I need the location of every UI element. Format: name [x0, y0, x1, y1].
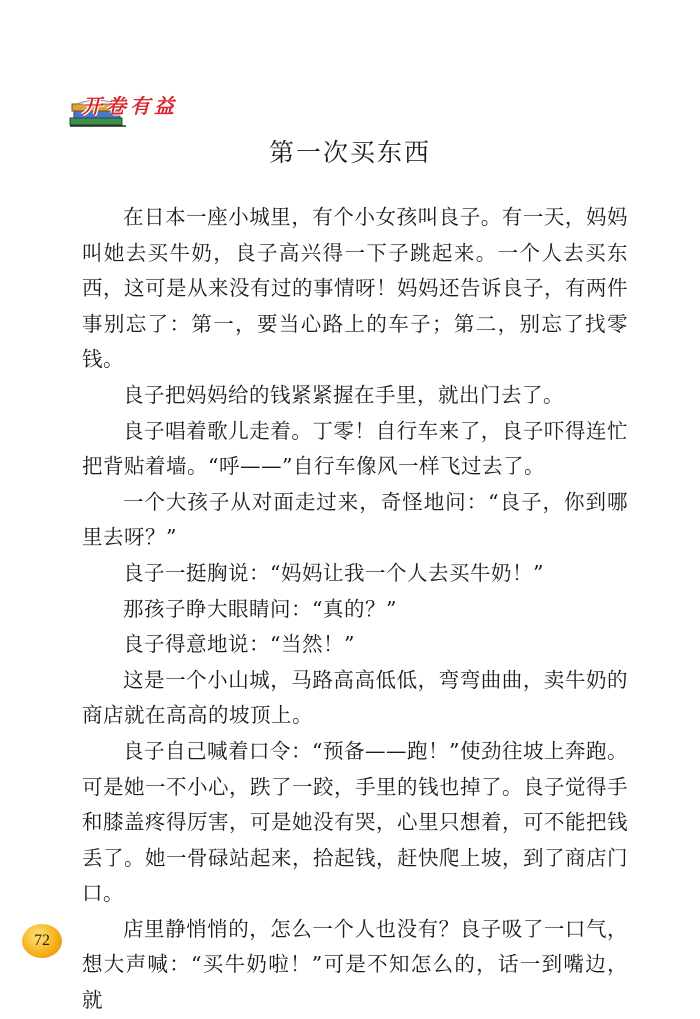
paragraph: 在日本一座小城里，有个小女孩叫良子。有一天，妈妈叫她去买牛奶，良子高兴得一下子跳起来。一个人去买东西，这可是从来没有过的事情呀！妈妈还告诉良子，有两件事别忘了：第一，要当心路上的车子；第二，别忘了找零钱。 — [82, 205, 628, 372]
paragraph: 这是一个小山城，马路高高低低，弯弯曲曲，卖牛奶的商店就在高高的坡顶上。 — [82, 667, 628, 728]
story-body — [82, 200, 628, 1019]
page-title: 第一次买东西 — [268, 138, 431, 167]
section-logo — [68, 90, 198, 138]
logo-text: 开卷有益 — [82, 94, 178, 118]
paragraph: 良子自己喊着口令：“预备——跑！”使劲往坡上奔跑。可是她一不小心，跌了一跤，手里的钱也掉了。良子觉得手和膝盖疼得厉害，可是她没有哭，心里只想着，可不能把钱丢了。她一骨碌站起来，拾起钱，赶快爬上坡，到了商店门口。 — [82, 738, 628, 906]
paragraph: 良子一挺胸说：“妈妈让我一个人去买牛奶！” — [123, 560, 544, 585]
page-number: 72 — [22, 924, 62, 958]
paragraph: 良子唱着歌儿走着。丁零！自行车来了，良子吓得连忙把背贴着墙。“呼——”自行车像风一样飞过去了。 — [82, 418, 628, 479]
paragraph: 一个大孩子从对面走过来，奇怪地问：“良子，你到哪里去呀？” — [82, 489, 628, 550]
paragraph: 店里静悄悄的，怎么一个人也没有？良子吸了一口气，想大声喊：“买牛奶啦！”可是不知怎么的，话一到嘴边，就 — [82, 916, 628, 1013]
paragraph: 良子把妈妈给的钱紧紧握在手里，就出门去了。 — [123, 382, 564, 407]
paragraph: 良子得意地说：“当然！” — [123, 632, 355, 657]
paragraph: 那孩子睁大眼睛问：“真的？” — [123, 596, 397, 621]
